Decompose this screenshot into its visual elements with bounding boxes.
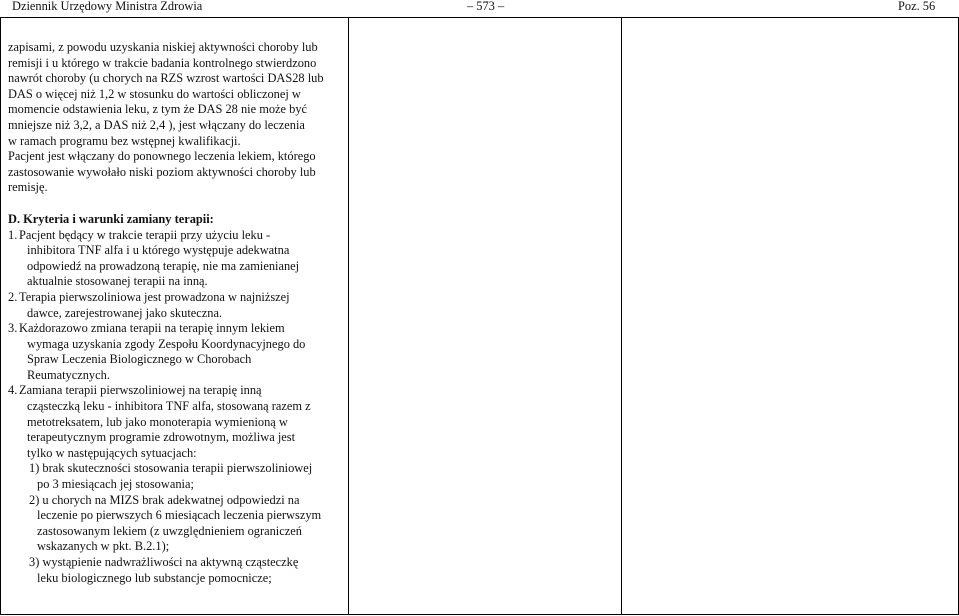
list-number: 2.: [8, 289, 18, 304]
text-line: zastosowanie wywołało niski poziom aktywności choroby lub: [8, 164, 316, 179]
list-item: [8, 228, 344, 290]
text-line: aktualnie stosowanej terapii na inną.: [27, 274, 208, 289]
table-column-border: [348, 17, 349, 615]
page-header: [0, 0, 959, 16]
text-line: remisji i u którego w trakcie badania kontrolnego stwierdzono: [8, 55, 317, 70]
text-line: leczenie po pierwszych 6 miesiącach leczenia pierwszym: [37, 508, 322, 523]
journal-title: Dziennik Urzędowy Ministra Zdrowia: [12, 0, 203, 13]
text-line: dawce, zarejestrowanej jako skuteczna.: [27, 305, 223, 320]
list-number: 4.: [8, 383, 18, 398]
text-line: 2) u chorych na MIZS brak adekwatnej odpowiedzi na: [29, 492, 300, 507]
sub-list-item: [29, 461, 344, 492]
sub-list-item: [29, 555, 344, 586]
text-line: po 3 miesiącach jej stosowania;: [37, 477, 194, 492]
text-line: 1) brak skuteczności stosowania terapii pierwszoliniowej: [29, 461, 313, 476]
text-line: cząsteczką leku - inhibitora TNF alfa, stosowaną razem z: [27, 399, 311, 414]
section-heading: D. Kryteria i warunki zamiany terapii:: [8, 211, 214, 226]
text-line: wymaga uzyskania zgody Zespołu Koordynacyjnego do: [27, 336, 306, 351]
text-line: DAS o więcej niż 1,2 w stosunku do wartości obliczonej w: [8, 86, 301, 101]
program-text-column: [8, 40, 344, 586]
text-line: zastosowanym lekiem (z uwzględnieniem ograniczeń: [37, 523, 302, 538]
text-line: wskazanych w pkt. B.2.1);: [37, 539, 170, 554]
text-line: Każdorazowo zmiana terapii na terapię innym lekiem: [19, 321, 285, 336]
text-line: mniejsze niż 3,2, a DAS niż 2,4 ), jest włączany do leczenia: [8, 117, 305, 132]
text-line: momencie odstawienia leku, z tym że DAS 28 nie może być: [8, 102, 308, 117]
text-line: Pacjent będący w trakcie terapii przy użyciu leku -: [19, 227, 271, 242]
table-column-border: [0, 17, 1, 615]
list-item: [8, 321, 344, 383]
paragraph-resumption: [8, 40, 344, 149]
text-line: inhibitora TNF alfa i u którego występuje adekwatna: [27, 243, 290, 258]
text-line: Pacjent jest włączany do ponownego leczenia lekiem, którego: [8, 149, 316, 164]
text-line: remisję.: [8, 180, 48, 195]
page-number: – 573 –: [467, 0, 505, 13]
text-line: Zamiana terapii pierwszoliniowej na terapię inną: [19, 383, 262, 398]
paragraph-retreatment: [8, 149, 344, 196]
text-line: Reumatycznych.: [27, 367, 110, 382]
list-number: 3.: [8, 321, 18, 336]
text-line: w ramach programu bez wstępnej kwalifikacji.: [8, 133, 241, 148]
list-number: 1.: [8, 227, 18, 242]
list-item: [8, 383, 344, 461]
position-number: Poz. 56: [898, 0, 936, 13]
text-line: terapeutycznym programie zdrowotnym, możliwa jest: [27, 430, 296, 445]
text-line: Terapia pierwszoliniowa jest prowadzona w najniższej: [19, 289, 290, 304]
text-line: leku biologicznego lub substancje pomocnicze;: [37, 570, 272, 585]
text-line: odpowiedź na prowadzoną terapię, nie ma zamienianej: [27, 258, 300, 273]
text-line: nawrót choroby (u chorych na RZS wzrost wartości DAS28 lub: [8, 71, 324, 86]
text-line: Spraw Leczenia Biologicznego w Chorobach: [27, 352, 252, 367]
table-column-border: [621, 17, 622, 615]
table-bottom-border: [0, 614, 959, 615]
list-item: [8, 290, 344, 321]
text-line: metotreksatem, lub jako monoterapia wymienioną w: [27, 414, 288, 429]
sub-list: [8, 461, 344, 586]
text-line: tylko w następujących sytuacjach:: [27, 445, 197, 460]
text-line: 3) wystąpienie nadwrażliwości na aktywną cząsteczkę: [29, 555, 299, 569]
sub-list-item: [29, 493, 344, 555]
text-line: zapisami, z powodu uzyskania niskiej aktywności choroby lub: [8, 40, 318, 54]
table-top-border: [0, 17, 959, 18]
